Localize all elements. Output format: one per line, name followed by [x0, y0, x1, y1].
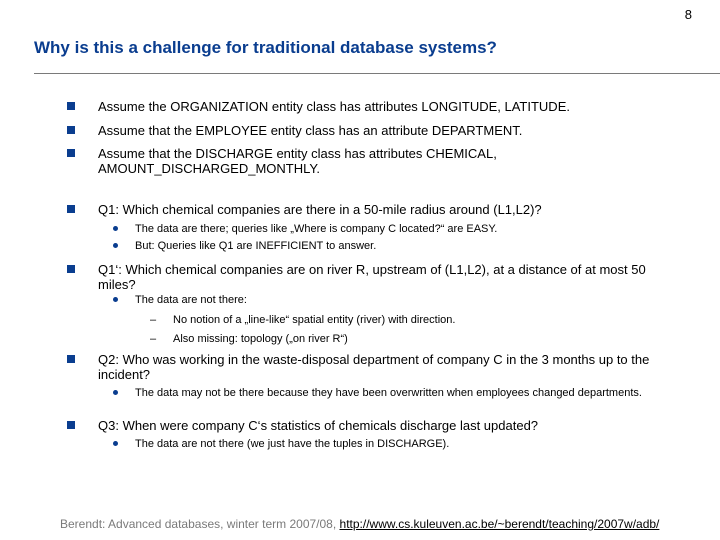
bullet-text: Q2: Who was working in the waste-disposal department of company C in the 3 months up to the incident?	[98, 352, 650, 382]
footer-link[interactable]: http://www.cs.kuleuven.ac.be/~berendt/teaching/2007w/adb/	[339, 517, 660, 531]
bullet-text: Assume that the EMPLOYEE entity class has an attribute DEPARTMENT.	[98, 123, 523, 138]
sub-bullet-text: The data are there; queries like „Where is company C located?“ are EASY.	[135, 223, 498, 235]
dash-icon: –	[150, 314, 157, 326]
round-bullet-icon	[113, 390, 118, 395]
dash-icon: –	[150, 333, 157, 345]
square-bullet-icon	[67, 102, 75, 110]
square-bullet-icon	[67, 205, 75, 213]
sub-bullet-text: The data are not there:	[135, 294, 247, 306]
footer-text: Berendt: Advanced databases, winter term 2007/08,	[60, 517, 340, 531]
sub-bullet-text: The data are not there (we just have the tuples in DISCHARGE).	[135, 438, 450, 450]
sub-bullet-text: The data may not be there because they have been overwritten when employees changed departments.	[135, 387, 642, 399]
round-bullet-icon	[113, 226, 118, 231]
bullet-text: Q1: Which chemical companies are there in a 50-mile radius around (L1,L2)?	[98, 202, 542, 217]
square-bullet-icon	[67, 149, 75, 157]
sub-bullet-text: But: Queries like Q1 are INEFFICIENT to answer.	[135, 240, 377, 252]
round-bullet-icon	[113, 441, 118, 446]
title-divider	[34, 73, 720, 74]
slide-title: Why is this a challenge for traditional database systems?	[34, 38, 497, 57]
square-bullet-icon	[67, 126, 75, 134]
round-bullet-icon	[113, 297, 118, 302]
square-bullet-icon	[67, 265, 75, 273]
sub-sub-text: No notion of a „line-like“ spatial entity (river) with direction.	[173, 314, 456, 326]
page-number: 8	[684, 7, 692, 22]
sub-sub-text: Also missing: topology („on river R“)	[173, 333, 348, 345]
round-bullet-icon	[113, 243, 118, 248]
bullet-text: Q3: When were company C‘s statistics of chemicals discharge last updated?	[98, 418, 539, 433]
square-bullet-icon	[67, 355, 75, 363]
footer	[60, 517, 659, 531]
square-bullet-icon	[67, 421, 75, 429]
bullet-text: Q1‘: Which chemical companies are on river R, upstream of (L1,L2), at a distance of at most 50 miles?	[98, 262, 646, 292]
bullet-text: Assume that the DISCHARGE entity class has attributes CHEMICAL, AMOUNT_DISCHARGED_MONTHLY.	[98, 146, 497, 176]
bullet-text: Assume the ORGANIZATION entity class has attributes LONGITUDE, LATITUDE.	[98, 99, 570, 114]
